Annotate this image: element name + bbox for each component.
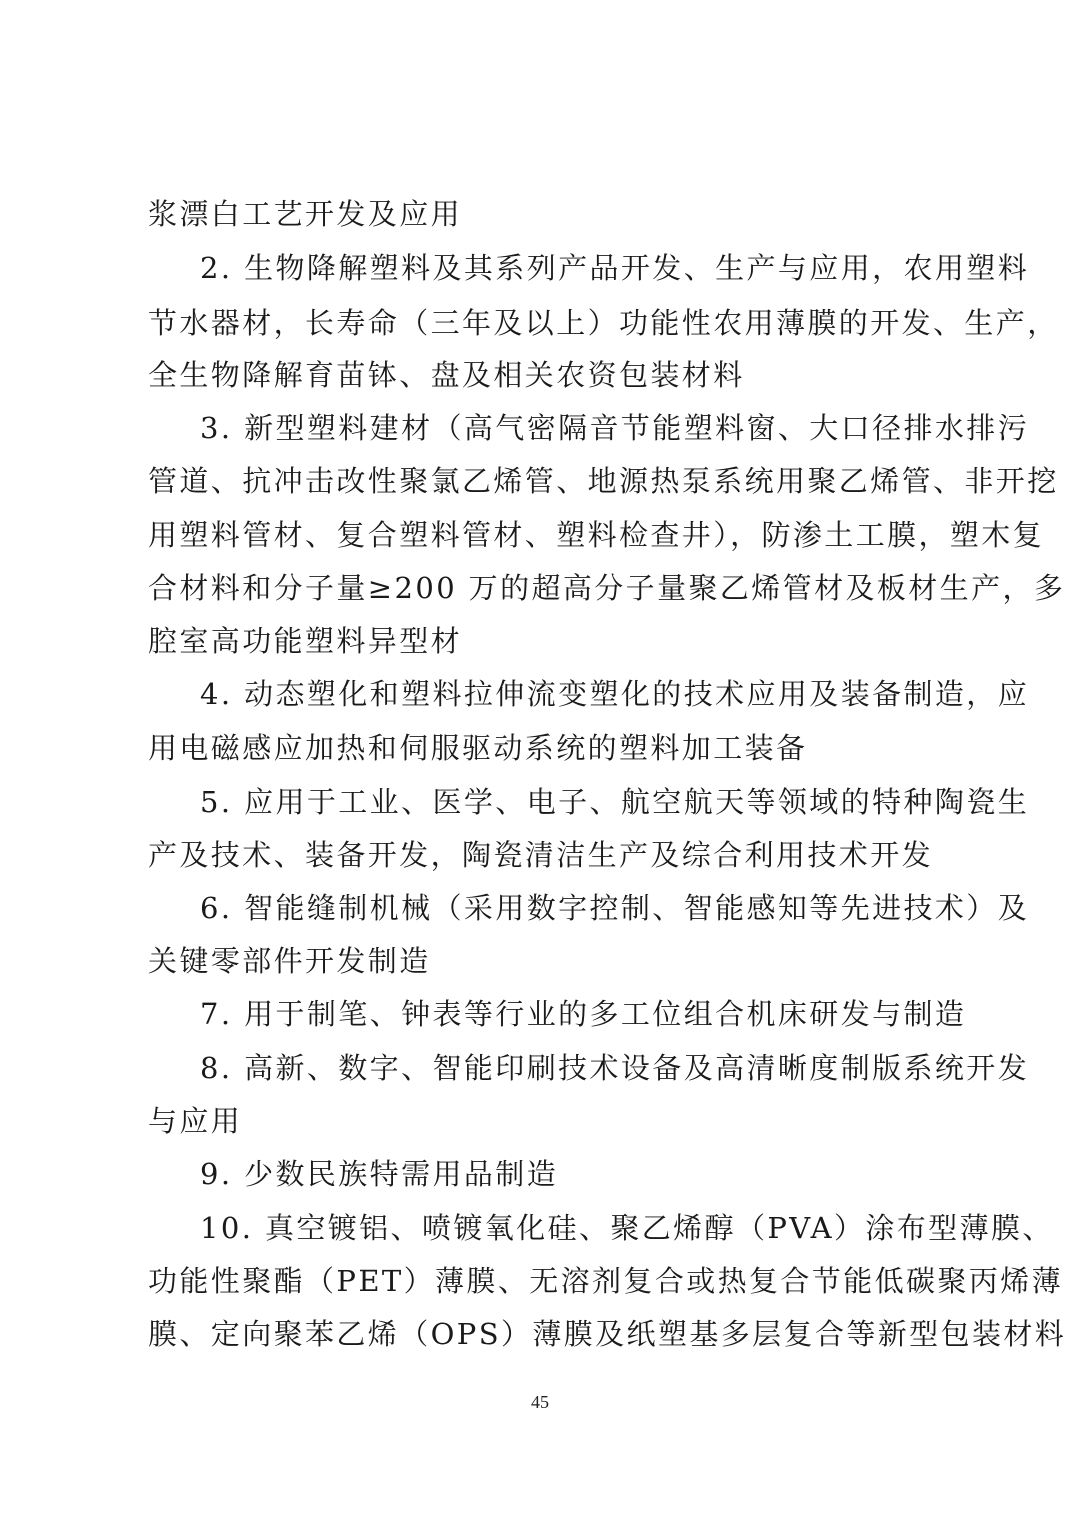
- text-line: 5. 应用于工业、医学、电子、航空航天等领域的特种陶瓷生: [200, 785, 1030, 819]
- text-line: 3. 新型塑料建材（高气密隔音节能塑料窗、大口径排水排污: [200, 411, 1030, 445]
- text-line: 8. 高新、数字、智能印刷技术设备及高清晰度制版系统开发: [200, 1051, 1030, 1085]
- text-line: 管道、抗冲击改性聚氯乙烯管、地源热泵系统用聚乙烯管、非开挖: [148, 464, 1059, 498]
- text-line: 用塑料管材、复合塑料管材、塑料检查井），防渗土工膜，塑木复: [148, 518, 1045, 552]
- page-number: 45: [531, 1392, 549, 1412]
- text-line: 合材料和分子量≥200 万的超高分子量聚乙烯管材及板材生产，多: [148, 571, 1066, 605]
- text-line: 10. 真空镀铝、喷镀氧化硅、聚乙烯醇（PVA）涂布型薄膜、: [200, 1211, 1054, 1245]
- text-line: 全生物降解育苗钵、盘及相关农资包装材料: [148, 358, 745, 392]
- text-line: 关键零部件开发制造: [148, 944, 431, 978]
- text-line: 产及技术、装备开发，陶瓷清洁生产及综合利用技术开发: [148, 838, 934, 872]
- text-line: 腔室高功能塑料异型材: [148, 624, 463, 658]
- text-line: 膜、定向聚苯乙烯（OPS）薄膜及纸塑基多层复合等新型包装材料: [148, 1317, 1067, 1351]
- text-line: 6. 智能缝制机械（采用数字控制、智能感知等先进技术）及: [200, 891, 1030, 925]
- text-line: 节水器材，长寿命（三年及以上）功能性农用薄膜的开发、生产，: [148, 306, 1059, 340]
- text-line: 功能性聚酯（PET）薄膜、无溶剂复合或热复合节能低碳聚丙烯薄: [148, 1264, 1064, 1298]
- text-line: 7. 用于制笔、钟表等行业的多工位组合机床研发与制造: [200, 997, 967, 1031]
- text-line: 浆漂白工艺开发及应用: [148, 197, 463, 231]
- text-line: 用电磁感应加热和伺服驱动系统的塑料加工装备: [148, 731, 808, 765]
- text-line: 4. 动态塑化和塑料拉伸流变塑化的技术应用及装备制造，应: [200, 677, 1030, 711]
- text-line: 9. 少数民族特需用品制造: [200, 1157, 559, 1191]
- text-line: 2. 生物降解塑料及其系列产品开发、生产与应用，农用塑料: [200, 251, 1030, 285]
- text-line: 与应用: [148, 1104, 243, 1138]
